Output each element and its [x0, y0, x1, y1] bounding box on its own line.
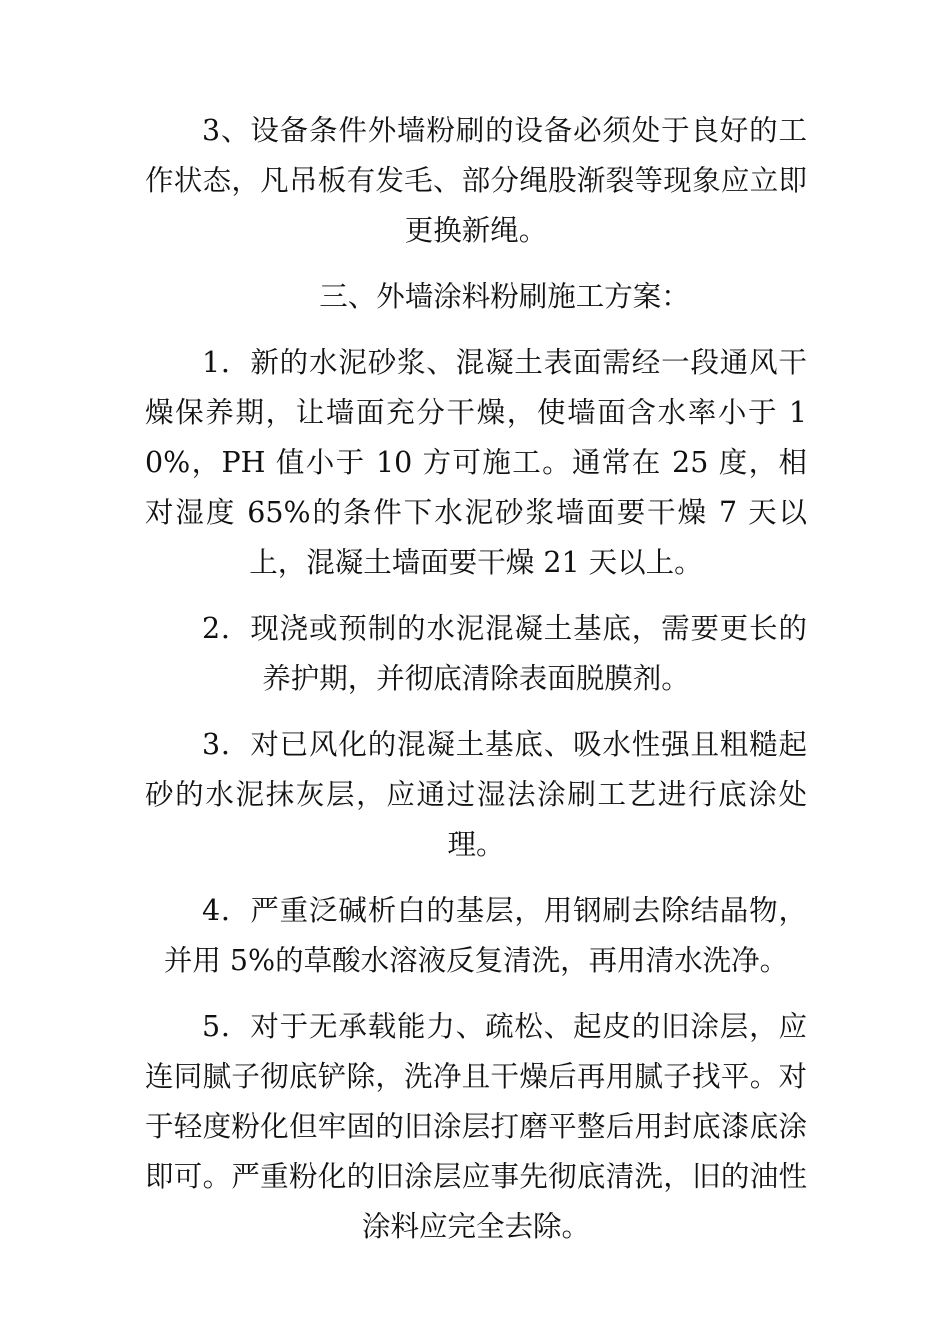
paragraph-equipment-condition: 3、设备条件外墙粉刷的设备必须处于良好的工作状态，凡吊板有发毛、部分绳股渐裂等现象应立即更换新绳。 — [145, 114, 807, 247]
paragraph-item-2-cast-concrete: 2．现浇或预制的水泥混凝土基底，需要更长的养护期，并彻底清除表面脱膜剂。 — [202, 612, 807, 695]
section-heading-exterior-painting-plan: 三、外墙涂料粉刷施工方案： — [319, 280, 690, 313]
paragraph-item-5-old-coating: 5．对于无承载能力、疏松、起皮的旧涂层，应连同腻子彻底铲除，洗净且干燥后再用腻子找平。对于轻度粉化但牢固的旧涂层打磨平整后用封底漆底涂即可。严重粉化的旧涂层应事先彻底清洗，旧的油性涂料应完全去除。 — [145, 1010, 807, 1243]
paragraph-item-1-drying: 1．新的水泥砂浆、混凝土表面需经一段通风干燥保养期，让墙面充分干燥，使墙面含水率小于 10%，PH 值小于 10 方可施工。通常在 25 度，相对湿度 65%的条件下水泥砂浆墙面要干燥 7 天以上，混凝土墙面要干燥 21 天以上。 — [145, 346, 807, 579]
paragraph-item-4-efflorescence: 4．严重泛碱析白的基层，用钢刷去除结晶物，并用 5%的草酸水溶液反复清洗，再用清水洗净。 — [163, 894, 807, 977]
paragraph-item-3-weathered-base: 3．对已风化的混凝土基底、吸水性强且粗糙起砂的水泥抹灰层，应通过湿法涂刷工艺进行底涂处理。 — [145, 728, 807, 861]
document-page — [145, 106, 807, 1268]
